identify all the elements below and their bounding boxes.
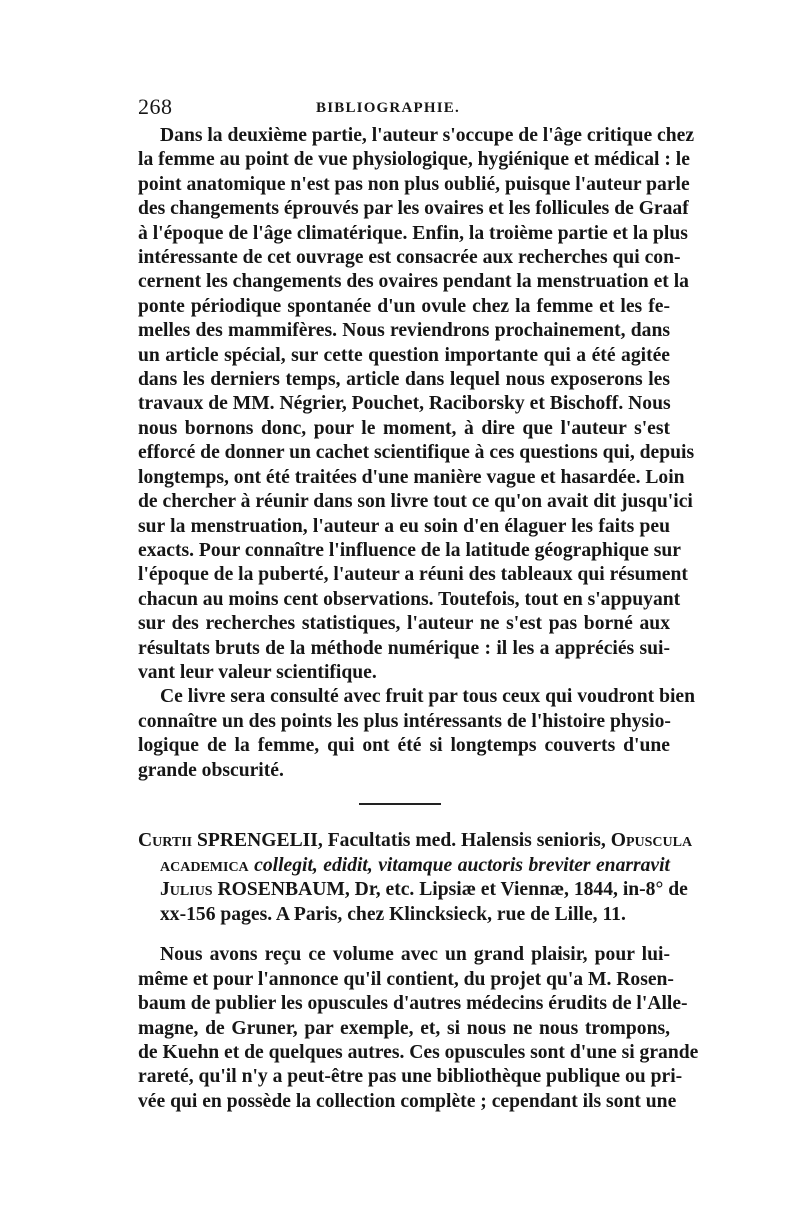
text-line: nous bornons donc, pour le moment, à dire que l'auteur s'est <box>138 417 670 439</box>
text-line: longtemps, ont été traitées d'une manière vague et hasardée. Loin <box>138 466 685 488</box>
text-line: chacun au moins cent observations. Toutefois, tout en s'appuyant <box>138 588 681 610</box>
citation-line <box>138 878 688 903</box>
citation-author-prefix: Curtii <box>138 829 193 851</box>
page-number: 268 <box>138 94 173 119</box>
citation-line <box>138 854 670 879</box>
book-page <box>138 94 699 1114</box>
text-line: à l'époque de l'âge climatérique. Enfin, la troième partie et la plus <box>138 222 688 244</box>
citation-title-start: Opuscula <box>610 829 693 851</box>
bibliographic-citation <box>138 829 693 927</box>
running-head: BIBLIOGRAPHIE. <box>316 100 460 116</box>
text-line: Ce livre sera consulté avec fruit par tous ceux qui voudront bien <box>160 686 696 708</box>
text-line: dans les derniers temps, article dans lequel nous exposerons les <box>138 369 670 391</box>
page-header <box>138 94 670 124</box>
text-line: résultats bruts de la méthode numérique : il les a appréciés sui- <box>138 637 670 659</box>
text-line: de chercher à réunir dans son livre tout ce qu'on avait dit jusqu'ici <box>138 491 693 513</box>
text-line: travaux de MM. Négrier, Pouchet, Raciborsky et Bischoff. Nous <box>138 393 671 415</box>
text-line: rareté, qu'il n'y a peut-être pas une bibliothèque publique ou pri- <box>138 1066 683 1088</box>
citation-publication: , Dr, etc. Lipsiæ et Viennæ, 1844, in-8° de <box>344 879 688 901</box>
text-line: intéressante de cet ouvrage est consacrée aux recherches qui con- <box>138 247 681 269</box>
citation-title-end: academica <box>160 854 249 876</box>
text-line: un article spécial, sur cette question importante qui a été agitée <box>138 344 670 366</box>
citation-author: SPRENGELII <box>197 829 318 851</box>
text-line: sur des recherches statistiques, l'auteur ne s'est pas borné aux <box>138 613 670 635</box>
text-line: vée qui en possède la collection complète ; cependant ils sont une <box>138 1090 677 1112</box>
text-line: melles des mammifères. Nous reviendrons prochainement, dans <box>138 320 670 342</box>
citation-line <box>138 829 693 854</box>
text-line: même et pour l'annonce qu'il contient, du projet qu'a M. Rosen- <box>138 968 674 990</box>
citation-editor-prefix: Julius <box>160 879 213 901</box>
paragraph-1 <box>138 124 695 685</box>
text-line: connaître un des points les plus intéressants de l'histoire physio- <box>138 710 671 732</box>
text-line: vant leur valeur scientifique. <box>138 661 377 683</box>
text-line: Dans la deuxième partie, l'auteur s'occupe de l'âge critique chez <box>160 125 695 146</box>
text-line: la femme au point de vue physiologique, hygiénique et médical : le <box>138 149 690 171</box>
paragraph-2 <box>138 685 696 783</box>
citation-subtitle: collegit, edidit, vitamque auctoris breviter enarravit <box>254 854 670 876</box>
text-line: point anatomique n'est pas non plus oublié, puisque l'auteur parle <box>138 173 690 195</box>
text-line: des changements éprouvés par les ovaires et les follicules de Graaf <box>138 198 689 220</box>
paragraph-3 <box>138 943 699 1114</box>
text-line: baum de publier les opuscules d'autres médecins érudits de l'Alle- <box>138 993 688 1015</box>
citation-line: xx-156 pages. A Paris, chez Klincksieck, rue de Lille, 11. <box>160 903 626 925</box>
text-line: Nous avons reçu ce volume avec un grand plaisir, pour lui- <box>160 944 670 966</box>
text-line: ponte périodique spontanée d'un ovule chez la femme et les fe- <box>138 295 670 317</box>
text-line: de Kuehn et de quelques autres. Ces opuscules sont d'une si grande <box>138 1041 699 1063</box>
citation-editor: ROSENBAUM <box>217 879 345 901</box>
text-line: l'époque de la puberté, l'auteur a réuni des tableaux qui résument <box>138 564 688 586</box>
section-divider <box>359 803 441 805</box>
text-line: efforcé de donner un cachet scientifique à ces questions qui, depuis <box>138 442 695 464</box>
text-line: grande obscurité. <box>138 759 284 781</box>
text-line: sur la menstruation, l'auteur a eu soin d'en élaguer les faits peu <box>138 515 670 537</box>
text-line: exacts. Pour connaître l'influence de la latitude géographique sur <box>138 539 681 561</box>
text-line: logique de la femme, qui ont été si longtemps couverts d'une <box>138 735 670 757</box>
text-line: cernent les changements des ovaires pendant la menstruation et la <box>138 271 689 293</box>
text-line: magne, de Gruner, par exemple, et, si nous ne nous trompons, <box>138 1017 670 1039</box>
citation-affiliation: , Facultatis med. Halensis senioris, <box>317 829 606 851</box>
